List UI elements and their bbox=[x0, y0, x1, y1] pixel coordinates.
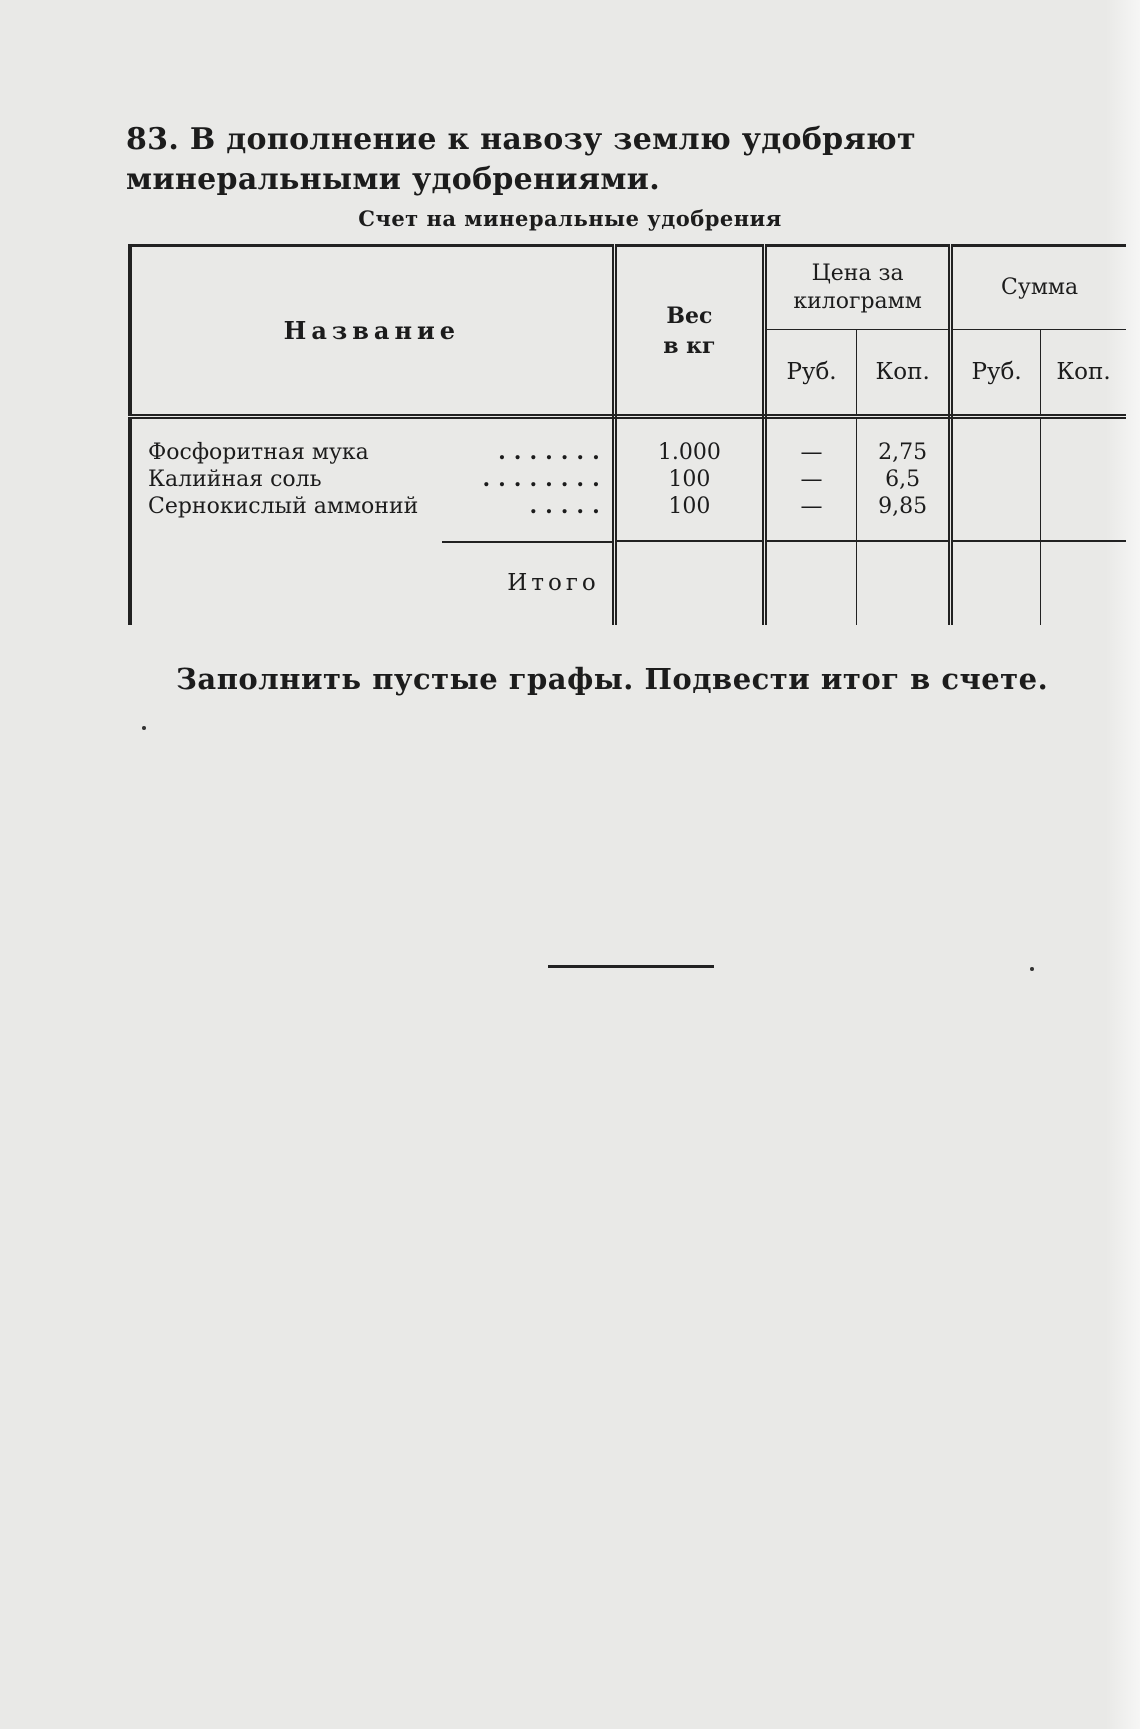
problem-text: В дополнение к навозу землю удобряют минеральными удобрениями. bbox=[126, 122, 916, 197]
header-price-kop: Коп. bbox=[857, 330, 951, 417]
row-weight: 1.000 bbox=[657, 440, 721, 465]
total-rule bbox=[442, 541, 612, 543]
row-name: Фосфоритная мука bbox=[148, 440, 369, 465]
header-price-line1: Цена за bbox=[811, 261, 904, 286]
names-column bbox=[130, 417, 614, 542]
header-price-rub: Руб. bbox=[765, 330, 857, 417]
print-speck bbox=[1030, 967, 1034, 971]
problem-statement bbox=[126, 120, 1126, 200]
header-sum-group: Сумма bbox=[951, 246, 1126, 330]
list-item bbox=[148, 439, 608, 466]
sum-rub-column bbox=[951, 417, 1041, 542]
header-weight-line2: в кг bbox=[663, 332, 716, 359]
row-weight: 100 bbox=[668, 467, 711, 492]
row-price-kop: 2,75 bbox=[878, 440, 928, 465]
problem-number: 83. bbox=[126, 122, 180, 157]
list-item bbox=[148, 466, 608, 493]
leader-dots: ....... bbox=[498, 439, 608, 465]
invoice-table bbox=[128, 244, 1126, 625]
total-weight-cell bbox=[614, 541, 764, 625]
total-row bbox=[130, 541, 1126, 625]
row-weight: 100 bbox=[668, 494, 711, 519]
header-price-group bbox=[765, 246, 951, 330]
header-price-line2: килограмм bbox=[793, 289, 922, 314]
print-speck bbox=[142, 726, 146, 730]
list-item bbox=[148, 493, 608, 520]
leader-dots: ..... bbox=[529, 493, 608, 519]
row-name: Сернокислый аммоний bbox=[148, 494, 419, 519]
row-name: Калийная соль bbox=[148, 467, 322, 492]
header-sum-kop: Коп. bbox=[1041, 330, 1127, 417]
price-rub-column bbox=[765, 417, 857, 542]
instruction-text: Заполнить пустые графы. Подвести итог в счете. bbox=[176, 662, 1049, 696]
row-price-kop: 6,5 bbox=[885, 467, 921, 492]
row-price-rub: — bbox=[800, 440, 823, 465]
row-price-kop: 9,85 bbox=[878, 494, 928, 519]
table-body bbox=[130, 417, 1126, 542]
sum-kop-column bbox=[1041, 417, 1127, 542]
row-price-rub: — bbox=[800, 494, 823, 519]
header-name: Название bbox=[130, 246, 614, 417]
header-sum-rub: Руб. bbox=[951, 330, 1041, 417]
header-weight-line1: Вес bbox=[666, 302, 713, 329]
invoice-caption: Счет на минеральные удобрения bbox=[358, 206, 782, 231]
row-price-rub: — bbox=[800, 467, 823, 492]
header-weight bbox=[614, 246, 764, 417]
weight-column bbox=[614, 417, 764, 542]
section-end-rule bbox=[548, 965, 714, 968]
total-price-rub-cell bbox=[765, 541, 857, 625]
total-sum-kop-cell bbox=[1041, 541, 1127, 625]
total-price-kop-cell bbox=[857, 541, 951, 625]
leader-dots: ........ bbox=[482, 466, 608, 492]
price-kop-column bbox=[857, 417, 951, 542]
total-sum-rub-cell bbox=[951, 541, 1041, 625]
total-label: Итого bbox=[507, 570, 600, 596]
total-label-cell bbox=[130, 541, 614, 625]
